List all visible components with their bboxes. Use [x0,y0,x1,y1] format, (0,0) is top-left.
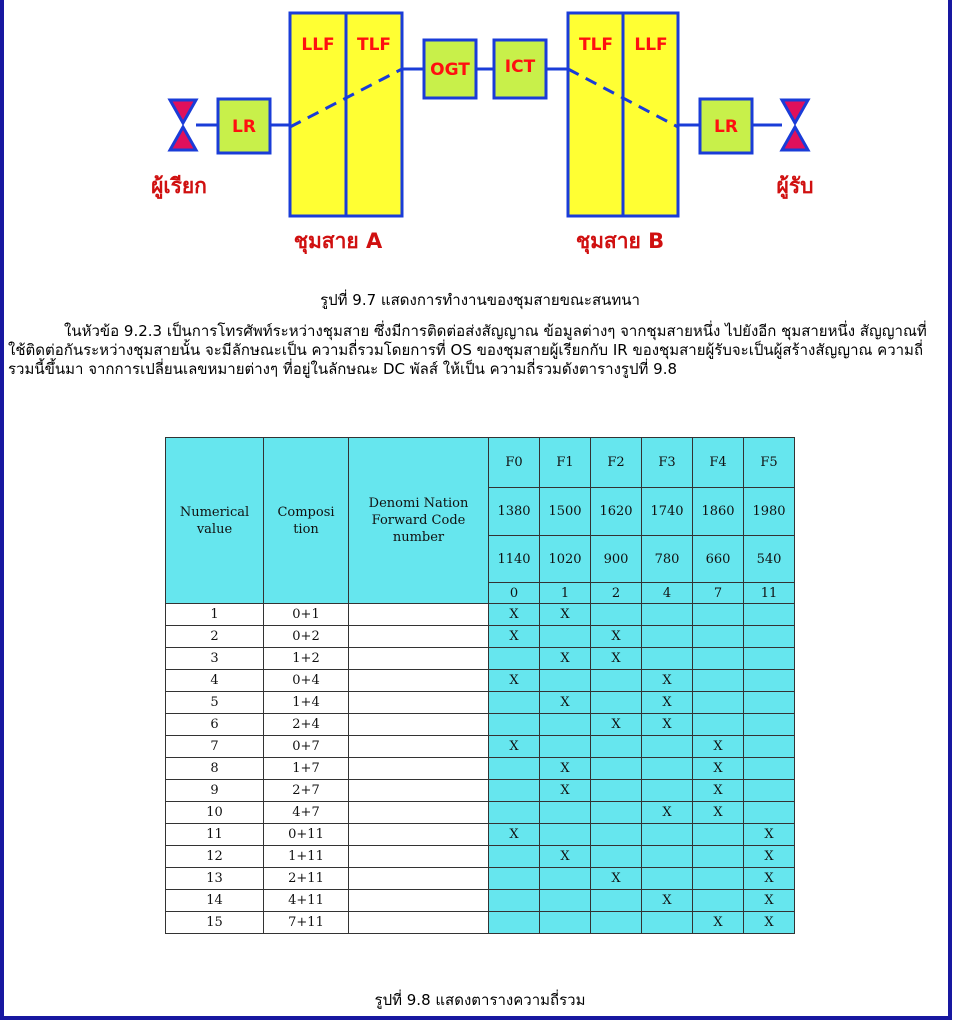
frequency-mark-cell [642,648,693,670]
frequency-mark-cell: X [540,648,591,670]
header-f3: F3 [642,438,693,488]
composition-cell: 4+11 [264,890,349,912]
composition-cell: 2+4 [264,714,349,736]
exchange-diagram [0,0,960,270]
table-row [166,736,795,758]
frequency-mark-cell [693,648,744,670]
numerical-value-cell: 13 [166,868,264,890]
frequency-mark-cell: X [540,692,591,714]
numerical-value-cell: 1 [166,604,264,626]
weight-f0: 0 [489,583,540,604]
weight-f2: 2 [591,583,642,604]
header-f2: F2 [591,438,642,488]
numerical-value-cell: 3 [166,648,264,670]
frequency-mark-cell [693,846,744,868]
code-number-cell [349,604,489,626]
callee-phone-icon [782,100,808,150]
numerical-value-cell: 2 [166,626,264,648]
frequency-mark-cell [489,846,540,868]
code-number-cell [349,868,489,890]
frequency-mark-cell [693,604,744,626]
table-row [166,868,795,890]
frequency-mark-cell: X [540,758,591,780]
header-f5: F5 [744,438,795,488]
composition-cell: 0+4 [264,670,349,692]
frequency-mark-cell [540,890,591,912]
llf-b-label: LLF [634,35,668,55]
frequency-mark-cell [693,714,744,736]
frequency-mark-cell: X [591,868,642,890]
composition-cell: 2+11 [264,868,349,890]
lr-left-label: LR [232,117,256,137]
frequency-mark-cell [642,846,693,868]
table-row [166,758,795,780]
composition-cell: 1+11 [264,846,349,868]
frequency-mark-cell [591,736,642,758]
frequency-mark-cell: X [540,604,591,626]
frequency-mark-cell: X [642,802,693,824]
exchange-a-label: ชุมสาย A [293,229,383,253]
backward-freq-f3: 780 [642,536,693,583]
weight-f3: 4 [642,583,693,604]
frequency-mark-cell: X [591,648,642,670]
numerical-value-cell: 14 [166,890,264,912]
code-number-cell [349,890,489,912]
composition-cell: 0+2 [264,626,349,648]
frequency-mark-cell [489,758,540,780]
header-denomination: Denomi Nation Forward Code number [349,438,489,604]
table-row [166,604,795,626]
code-number-cell [349,912,489,934]
numerical-value-cell: 10 [166,802,264,824]
frequency-mark-cell [489,802,540,824]
frequency-mark-cell: X [489,824,540,846]
weight-f4: 7 [693,583,744,604]
numerical-value-cell: 8 [166,758,264,780]
backward-freq-f0: 1140 [489,536,540,583]
frequency-mark-cell: X [489,670,540,692]
composition-cell: 1+7 [264,758,349,780]
frequency-mark-cell: X [642,692,693,714]
table-row [166,714,795,736]
callee-label: ผู้รับ [776,174,814,198]
frequency-mark-cell [489,648,540,670]
frequency-mark-cell [693,868,744,890]
frequency-mark-cell [489,780,540,802]
caller-phone-icon [170,100,196,150]
frequency-mark-cell [591,890,642,912]
frequency-mark-cell [744,604,795,626]
table-row [166,780,795,802]
frequency-mark-cell [642,736,693,758]
code-number-cell [349,758,489,780]
numerical-value-cell: 4 [166,670,264,692]
numerical-value-cell: 11 [166,824,264,846]
table-row [166,824,795,846]
llf-a-label: LLF [301,35,335,55]
frequency-mark-cell [744,780,795,802]
table-row [166,648,795,670]
code-number-cell [349,824,489,846]
frequency-mark-cell: X [642,890,693,912]
forward-freq-f5: 1980 [744,488,795,536]
numerical-value-cell: 12 [166,846,264,868]
frequency-mark-cell [693,890,744,912]
numerical-value-cell: 6 [166,714,264,736]
frequency-mark-cell [744,648,795,670]
numerical-value-cell: 5 [166,692,264,714]
composition-cell: 0+7 [264,736,349,758]
frequency-mark-cell: X [693,802,744,824]
frequency-mark-cell [744,714,795,736]
frequency-mark-cell: X [642,670,693,692]
backward-freq-f5: 540 [744,536,795,583]
frequency-mark-cell [489,692,540,714]
composition-cell: 1+4 [264,692,349,714]
frequency-mark-cell [540,912,591,934]
numerical-value-cell: 9 [166,780,264,802]
frequency-mark-cell [489,714,540,736]
code-number-cell [349,736,489,758]
frequency-mark-cell [591,824,642,846]
frequency-mark-cell: X [693,780,744,802]
frequency-mark-cell [540,736,591,758]
header-f4: F4 [693,438,744,488]
frequency-mark-cell [489,912,540,934]
tlf-a-label: TLF [356,35,392,55]
frequency-mark-cell: X [744,846,795,868]
backward-freq-f2: 900 [591,536,642,583]
frequency-mark-cell [591,912,642,934]
lr-right-label: LR [714,117,738,137]
tlf-b-label: TLF [578,35,614,55]
caller-label: ผู้เรียก [151,174,207,198]
forward-freq-f3: 1740 [642,488,693,536]
composition-cell: 0+1 [264,604,349,626]
page-border-bottom [0,1016,952,1020]
frequency-mark-cell [489,868,540,890]
figure-9-7-caption: รูปที่ 9.7 แสดงการทำงานของชุมสายขณะสนทนา [320,291,640,309]
composition-cell: 4+7 [264,802,349,824]
exchange-b-label: ชุมสาย B [575,229,665,253]
composition-cell: 1+2 [264,648,349,670]
frequency-mark-cell: X [744,824,795,846]
frequency-mark-cell [744,692,795,714]
frequency-mark-cell [642,912,693,934]
frequency-mark-cell: X [489,626,540,648]
composition-cell: 7+11 [264,912,349,934]
code-number-cell [349,626,489,648]
frequency-table [165,437,795,934]
code-number-cell [349,714,489,736]
frequency-mark-cell: X [744,890,795,912]
code-number-cell [349,692,489,714]
frequency-mark-cell: X [693,912,744,934]
frequency-mark-cell [591,692,642,714]
weight-f1: 1 [540,583,591,604]
forward-freq-f2: 1620 [591,488,642,536]
frequency-mark-cell [744,626,795,648]
frequency-mark-cell [591,780,642,802]
table-row [166,912,795,934]
table-row [166,692,795,714]
backward-freq-f4: 660 [693,536,744,583]
frequency-mark-cell [540,670,591,692]
frequency-mark-cell [642,868,693,890]
composition-cell: 2+7 [264,780,349,802]
frequency-mark-cell: X [489,604,540,626]
frequency-mark-cell [642,604,693,626]
body-paragraph: ในหัวข้อ 9.2.3 เป็นการโทรศัพท์ระหว่างชุมสาย ซึ่งมีการติดต่อส่งสัญญาณ ข้อมูลต่างๆ จากชุมสายหนึ่ง ไปยังอีก ชุมสายหนึ่ง สัญญาณที่ใช้ติดต่อกันระหว่างชุมสายนั้น จะมีลักษณะเป็น ความถี่รวมโดยการที่ OS ของชุมสายผู้เรียกกับ IR ของชุมสายผู้รับจะเป็นผู้สร้างสัญญาณ ความถี่รวมนี้ขึ้นมา จากการเปลี่ยนเลขหมายต่างๆ ที่อยู่ในลักษณะ DC พัลส์ ให้เป็น ความถี่รวมดังตารางรูปที่ 9.8 [8,322,927,378]
frequency-mark-cell: X [489,736,540,758]
table-row [166,846,795,868]
frequency-mark-cell [693,692,744,714]
header-f0: F0 [489,438,540,488]
frequency-mark-cell: X [540,780,591,802]
frequency-mark-cell: X [591,714,642,736]
frequency-mark-cell [489,890,540,912]
forward-freq-f4: 1860 [693,488,744,536]
ogt-label: OGT [430,60,470,80]
frequency-mark-cell: X [744,912,795,934]
frequency-mark-cell: X [642,714,693,736]
ict-label: ICT [504,57,536,77]
backward-freq-f1: 1020 [540,536,591,583]
frequency-mark-cell [744,802,795,824]
frequency-mark-cell [642,626,693,648]
frequency-mark-cell [591,846,642,868]
frequency-mark-cell [540,626,591,648]
frequency-mark-cell: X [744,868,795,890]
frequency-mark-cell [744,758,795,780]
frequency-mark-cell: X [693,758,744,780]
header-f1: F1 [540,438,591,488]
code-number-cell [349,846,489,868]
header-composition: Composi tion [264,438,349,604]
table-row [166,670,795,692]
forward-freq-f0: 1380 [489,488,540,536]
frequency-mark-cell [744,736,795,758]
frequency-mark-cell [744,670,795,692]
frequency-mark-cell [540,802,591,824]
frequency-mark-cell [642,824,693,846]
forward-freq-f1: 1500 [540,488,591,536]
table-row [166,802,795,824]
frequency-mark-cell [693,626,744,648]
frequency-mark-cell: X [591,626,642,648]
frequency-mark-cell [591,670,642,692]
code-number-cell [349,802,489,824]
frequency-mark-cell [693,824,744,846]
frequency-mark-cell [642,780,693,802]
weight-f5: 11 [744,583,795,604]
frequency-mark-cell [540,868,591,890]
frequency-mark-cell: X [540,846,591,868]
code-number-cell [349,780,489,802]
code-number-cell [349,670,489,692]
frequency-mark-cell [591,604,642,626]
frequency-mark-cell [591,802,642,824]
table-row [166,626,795,648]
table-row [166,890,795,912]
frequency-mark-cell [642,758,693,780]
composition-cell: 0+11 [264,824,349,846]
header-numerical-value: Numerical value [166,438,264,604]
frequency-mark-cell [540,714,591,736]
frequency-mark-cell [591,758,642,780]
frequency-mark-cell: X [693,736,744,758]
code-number-cell [349,648,489,670]
figure-9-8-caption: รูปที่ 9.8 แสดงตารางความถี่รวม [374,991,586,1009]
frequency-mark-cell [693,670,744,692]
numerical-value-cell: 7 [166,736,264,758]
frequency-mark-cell [540,824,591,846]
numerical-value-cell: 15 [166,912,264,934]
